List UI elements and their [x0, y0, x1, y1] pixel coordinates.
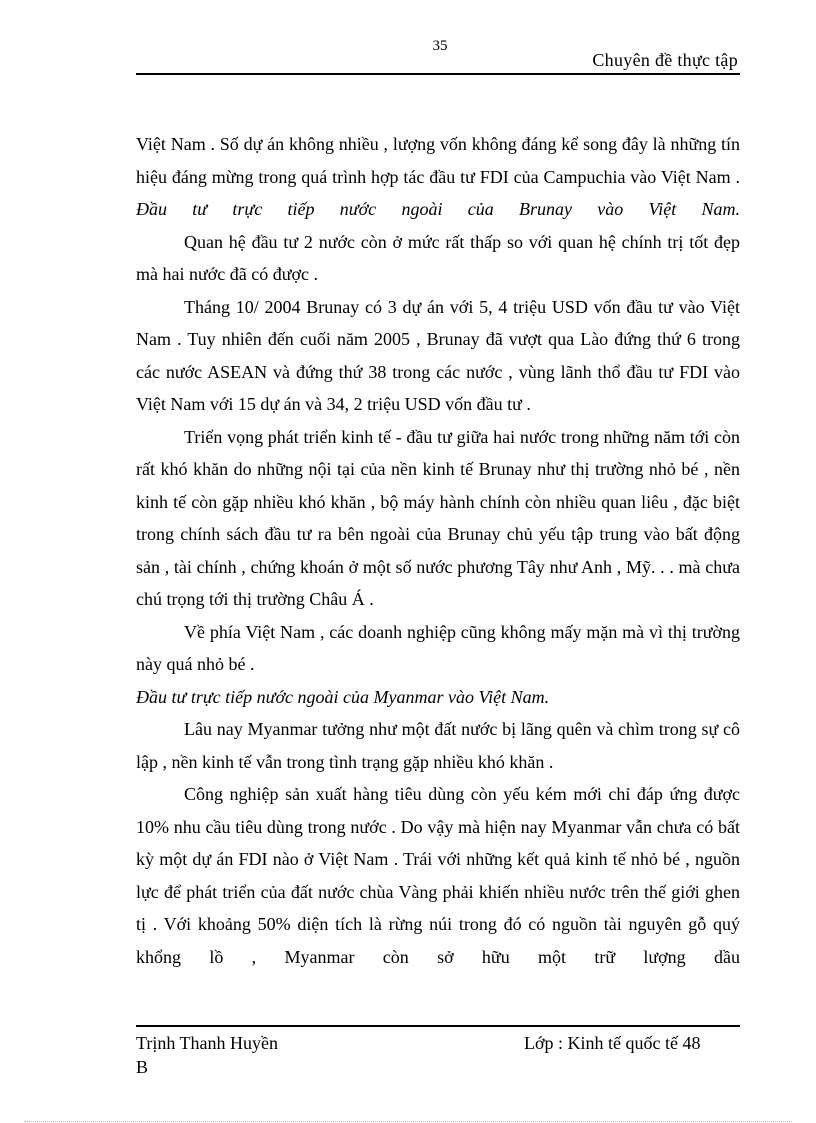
paragraph-6: Lâu nay Myanmar tưởng như một đất nước bị lãng quên và chìm trong sự cô lập , nền kinh tế vẫn trong tình trạng gặp nhiều khó khăn .: [136, 719, 740, 772]
paragraph-2: Quan hệ đầu tư 2 nước còn ở mức rất thấp so với quan hệ chính trị tốt đẹp mà hai nước đã có được .: [136, 231, 740, 284]
section-heading-myanmar: Đầu tư trực tiếp nước ngoài của Myanmar vào Việt Nam.: [136, 686, 550, 707]
footer-author-suffix: B: [136, 1057, 149, 1077]
page-edge-dots: [24, 1121, 792, 1122]
page-number: 35: [432, 38, 448, 54]
footer-author-name: Trịnh Thanh Huyền: [136, 1033, 279, 1053]
paragraph-4: Triển vọng phát triển kinh tế - đầu tư giữa hai nước trong những năm tới còn rất khó khăn do những nội tại của nền kinh tế Brunay như thị trường nhỏ bé , nền kinh tế còn gặp nhiều khó khăn , bộ máy hành chính còn nhiều quan liêu , đặc biệt trong chính sách đầu tư ra bên ngoài của Brunay chủ yếu tập trung vào bất động sản , tài chính , chứng khoán ở một số nước phương Tây như Anh , Mỹ. . . mà chưa chú trọng tới thị trường Châu Á .: [136, 426, 740, 609]
paragraph-5: Về phía Việt Nam , các doanh nghiệp cũng không mấy mặn mà vì thị trường này quá nhỏ bé .: [136, 621, 740, 674]
paragraph-7: Công nghiệp sản xuất hàng tiêu dùng còn yếu kém mới chỉ đáp ứng được 10% nhu cầu tiêu dùng trong nước . Do vậy mà hiện nay Myanmar vẫn chưa có bất kỳ một dự án FDI nào ở Việt Nam . Trái với những kết quả kinh tế nhỏ bé , nguồn lực để phát triển của đất nước chùa Vàng phải khiến nhiều nước trên thế giới ghen tị . Với khoảng 50% diện tích là rừng núi trong đó có nguồn tài nguyên gỗ quý khổng lồ , Myanmar còn sở hữu một trữ lượng dầu: [136, 784, 740, 967]
footer-rule: [136, 1025, 740, 1027]
body-text: [136, 128, 740, 973]
section-heading-brunay: Đầu tư trực tiếp nước ngoài của Brunay vào Việt Nam.: [136, 199, 740, 219]
header-rule: [136, 73, 740, 75]
running-title: Chuyên đề thực tập: [592, 50, 738, 70]
paragraph-3: Tháng 10/ 2004 Brunay có 3 dự án với 5, 4 triệu USD vốn đầu tư vào Việt Nam . Tuy nhiên đến cuối năm 2005 , Brunay đã vượt qua Lào đứng thứ 6 trong các nước ASEAN và đứng thứ 38 trong các nước , vùng lãnh thổ đầu tư FDI vào Việt Nam với 15 dự án và 34, 2 triệu USD vốn đầu tư .: [136, 296, 740, 414]
footer-class-label: Lớp : Kinh tế quốc tế 48: [524, 1033, 701, 1053]
footer-author: [136, 1031, 336, 1079]
paragraph-1: Việt Nam . Số dự án không nhiều , lượng vốn không đáng kể song đây là những tín hiệu đáng mừng trong quá trình hợp tác đầu tư FDI của Campuchia vào Việt Nam .: [136, 134, 740, 187]
